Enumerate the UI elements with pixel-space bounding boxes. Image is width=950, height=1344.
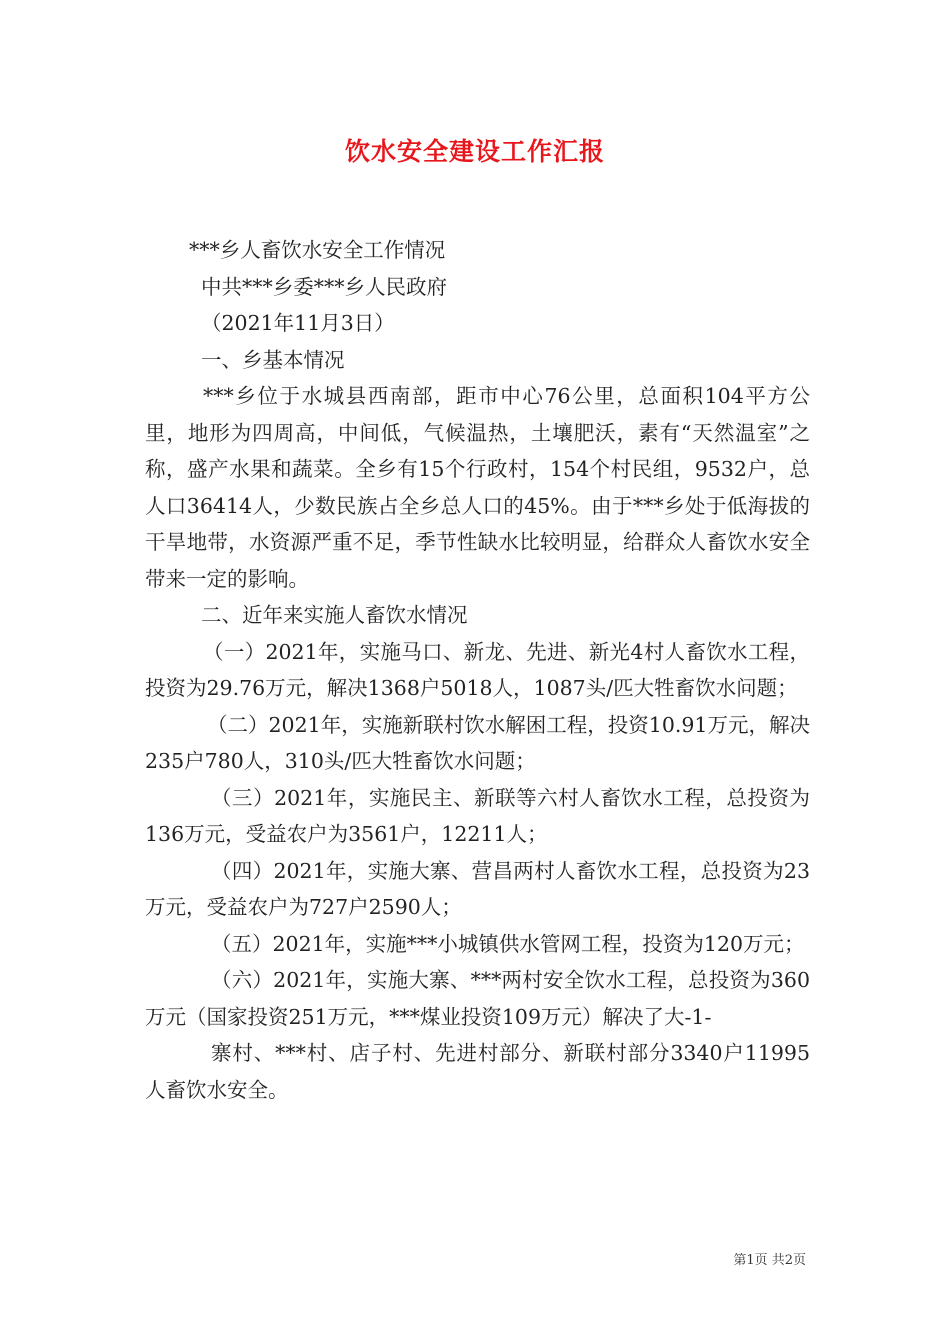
date-line: （2021年11月3日） — [201, 311, 395, 335]
list-item-1: （一）2021年，实施马口、新龙、先进、新光4村人畜饮水工程，投资为29.76万元，解决1368户5018人，1087头/匹大牲畜饮水问题； — [145, 639, 810, 700]
section-heading-2: 二、近年来实施人畜饮水情况 — [201, 603, 468, 627]
issuer-line: 中共***乡委***乡人民政府 — [201, 274, 447, 299]
document-title: 饮水安全建设工作汇报 — [344, 137, 605, 166]
report-heading: ***乡人畜饮水安全工作情况 — [189, 238, 446, 262]
page-number: 第1页 共2页 — [733, 1253, 806, 1268]
list-item-3: （三）2021年，实施民主、新联等六村人畜饮水工程，总投资为136万元，受益农户为3561户，12211人； — [145, 785, 810, 846]
list-item-6-continued: 寨村、***村、店子村、先进村部分、新联村部分3340户11995人畜饮水安全。 — [145, 1041, 810, 1102]
page-footer — [0, 1249, 950, 1268]
list-item-4: （四）2021年，实施大寨、营昌两村人畜饮水工程，总投资为23万元，受益农户为727户2590人； — [145, 858, 810, 919]
list-item-2: （二）2021年，实施新联村饮水解困工程，投资10.91万元，解决235户780人，310头/匹大牲畜饮水问题； — [145, 712, 810, 773]
document-body — [145, 232, 810, 1108]
section-heading-1: 一、乡基本情况 — [201, 347, 345, 372]
list-item-6: （六）2021年，实施大寨、***两村安全饮水工程，总投资为360万元（国家投资251万元，***煤业投资109万元）解决了大-1- — [145, 968, 810, 1029]
paragraph-basic-info: ***乡位于水城县西南部，距市中心76公里，总面积104平方公里，地形为四周高，中间低，气候温热，土壤肥沃，素有“天然温室”之称，盛产水果和蔬菜。全乡有15个行政村，154个村民组，9532户，总人口36414人，少数民族占全乡总人口的45%。由于***乡处于低海拔的干旱地带，水资源严重不足，季节性缺水比较明显，给群众人畜饮水安全带来一定的影响。 — [145, 384, 810, 591]
list-item-5: （五）2021年，实施***小城镇供水管网工程，投资为120万元； — [211, 931, 805, 956]
